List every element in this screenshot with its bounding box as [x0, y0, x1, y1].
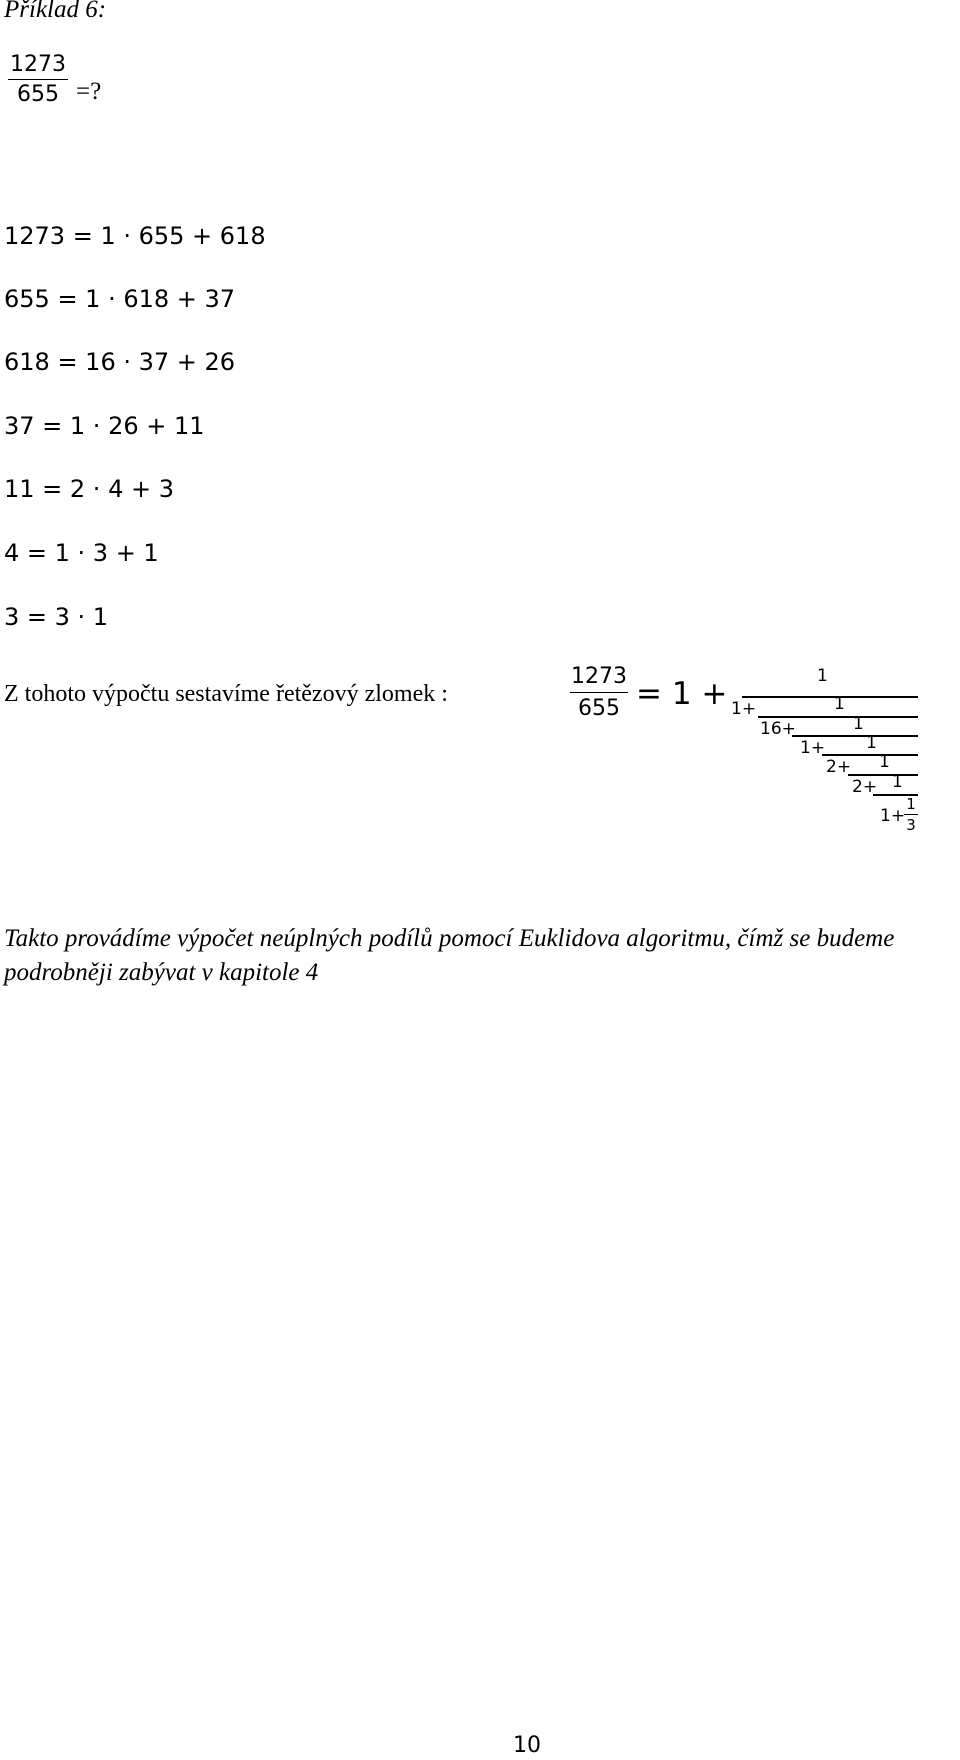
closing-paragraph: Takto provádíme výpočet neúplných podílů pomocí Euklidova algoritmu, čímž se budeme podrobněji zabývat v kapitole 4 [4, 925, 895, 986]
cf-bar-2 [758, 716, 918, 718]
example-heading: Příklad 6: [4, 0, 107, 23]
cf-numerator-3: 1 [853, 714, 864, 734]
cf-bar-1 [742, 696, 918, 698]
euclid-step-1: 1273 = 1 · 655 + 618 [4, 222, 266, 250]
cf-numerator-2: 1 [834, 694, 845, 714]
euclid-step-5: 11 = 2 · 4 + 3 [4, 475, 174, 503]
problem-question: =? [76, 78, 102, 105]
cf-term-1: 1+ [731, 699, 757, 719]
continued-fraction-lhs [570, 664, 628, 721]
cf-bar-4 [822, 754, 918, 756]
fraction-bar [570, 692, 628, 693]
page-number: 10 [513, 1733, 541, 1758]
cf-bar-3 [792, 735, 918, 737]
cf-innermost-denominator: 3 [906, 816, 916, 834]
lhs-numerator: 1273 [571, 664, 627, 689]
cf-numerator-5: 1 [879, 752, 890, 772]
cf-term-6: 1+ [880, 806, 906, 826]
euclid-step-4: 37 = 1 · 26 + 11 [4, 412, 205, 440]
fraction-bar [8, 79, 68, 80]
cf-numerator-6: 1 [892, 772, 903, 792]
problem-fraction [8, 52, 68, 107]
euclid-step-3: 618 = 16 · 37 + 26 [4, 348, 236, 376]
problem-denominator: 655 [17, 82, 59, 107]
cf-term-2: 16+ [760, 719, 796, 739]
cf-term-3: 1+ [800, 738, 826, 758]
cf-innermost-numerator: 1 [906, 795, 916, 813]
cf-numerator-1: 1 [817, 666, 828, 686]
cf-innermost-fraction [904, 795, 918, 834]
euclid-step-6: 4 = 1 · 3 + 1 [4, 539, 159, 567]
lhs-denominator: 655 [578, 696, 620, 721]
euclid-step-2: 655 = 1 · 618 + 37 [4, 285, 236, 313]
fraction-bar [904, 814, 918, 815]
cf-term-4: 2+ [826, 757, 852, 777]
cf-bar-5 [848, 774, 918, 776]
problem-numerator: 1273 [10, 52, 66, 77]
cf-term-5: 2+ [852, 777, 878, 797]
cf-numerator-4: 1 [866, 733, 877, 753]
equals-one-plus: = 1 + [636, 676, 728, 712]
euclid-step-7: 3 = 3 · 1 [4, 603, 109, 631]
continued-fraction-intro: Z tohoto výpočtu sestavíme řetězový zlomek : [4, 681, 448, 707]
